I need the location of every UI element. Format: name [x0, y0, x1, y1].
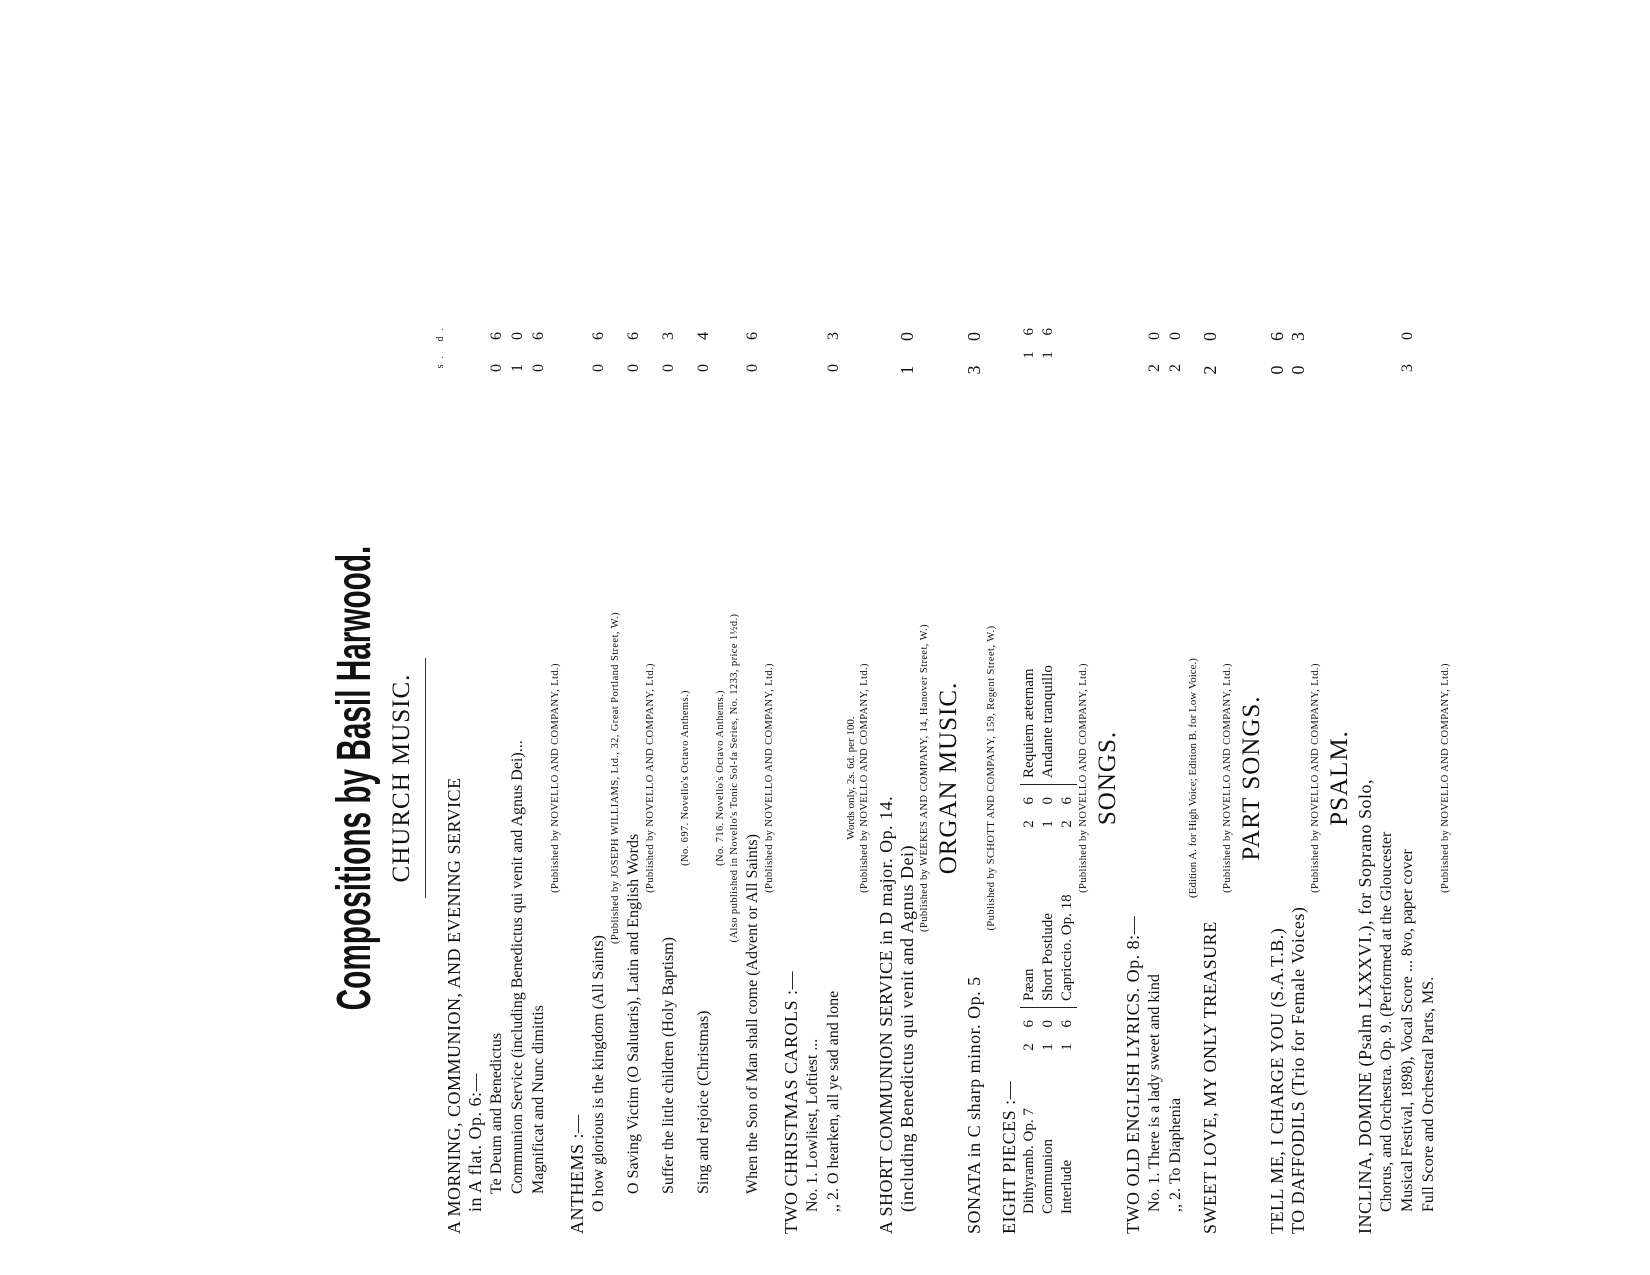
service-subtitle: in A flat. Op. 6:— — [465, 1073, 485, 1212]
publisher-note: (Published by NOVELLO AND COMPANY, Ltd.) — [1440, 663, 1451, 893]
organ-piece: Communion 1 0 — [1040, 1014, 1056, 1214]
part-song-item: TELL ME, I CHARGE YOU (S.A.T.B.) 0 6 — [1267, 322, 1287, 1234]
service-item: Communion Service (including Benedictus qui venit and Agnus Dei)... 1 0 — [509, 322, 526, 1194]
organ-piece: Andante tranquillo 1 6 — [1040, 322, 1056, 778]
catalogue-title: Compositions by Basil Harwood. — [328, 545, 381, 1011]
catalogue-sheet — [325, 292, 1535, 1242]
song-item: No. 1. There is a lady sweet and kind 2 0 — [1146, 322, 1163, 1212]
pieces-title: EIGHT PIECES :— — [999, 1080, 1019, 1234]
service-title: A MORNING, COMMUNION, AND EVENING SERVICE — [444, 777, 464, 1234]
psalm-line: Chorus, and Orchestra. Op. 9. (Performed at the Gloucester — [1378, 831, 1395, 1212]
carols-title: TWO CHRISTMAS CAROLS :— — [781, 970, 801, 1234]
organ-piece: Interlude 1 6 — [1059, 1014, 1075, 1214]
anthem-item: When the Son of Man shall come (Advent or All Saints) 0 6 — [744, 322, 761, 1194]
short-service-subtitle: (including Benedictus qui venit and Agnus Dei) 1 0 — [897, 322, 917, 1212]
price-column-header: s. d. — [435, 322, 446, 369]
carol-item: ,, 2. O hearken, all ye sad and lone 0 3 — [825, 322, 842, 1212]
title-divider — [425, 658, 426, 898]
song-item: ,, 2. To Diaphenia 2 0 — [1167, 322, 1184, 1212]
series-note: (Also published in Novello's Tonic Sol-fa Series, No. 1233, price 1½d.) — [729, 613, 740, 943]
series-note: (No. 697. Novello's Octavo Anthems.) — [680, 690, 691, 866]
lyrics-title: TWO OLD ENGLISH LYRICS. Op. 8:— — [1123, 915, 1143, 1234]
series-note: (No. 716. Novello's Octavo Anthems.) — [715, 690, 726, 866]
song-item: SWEET LOVE, MY ONLY TREASURE 2 0 — [1200, 322, 1220, 1234]
anthem-item: O how glorious is the kingdom (All Saints) 0 6 — [590, 322, 607, 1212]
organ-pieces-grid — [1020, 322, 1077, 1234]
editions-note: (Edition A. for High Voice; Edition B. for Low Voice.) — [1187, 658, 1199, 898]
carols-words-note: Words only, 2s. 6d. per 100. — [845, 716, 857, 840]
anthem-item: Suffer the little children (Holy Baptism) 0 3 — [660, 322, 677, 1194]
anthem-item: O Saving Victim (O Salutaris), Latin and English Words 0 6 — [625, 322, 642, 1194]
anthems-title: ANTHEMS :— — [567, 1114, 587, 1234]
carol-item: No. 1. Lowliest, Loftiest ... — [804, 1038, 821, 1212]
publisher-note: (Published by JOSEPH WILLIAMS, Ltd., 32, Great Portland Street, W.) — [610, 612, 621, 944]
publisher-note: (Published by NOVELLO AND COMPANY, Ltd.) — [550, 663, 561, 893]
section-organ-music: ORGAN MUSIC. — [935, 681, 962, 875]
publisher-note: (Published by NOVELLO AND COMPANY, Ltd.) — [859, 663, 870, 893]
publisher-note: (Published by NOVELLO AND COMPANY, Ltd.) — [1222, 663, 1233, 893]
short-service-title: A SHORT COMMUNION SERVICE in D major. Op. 14. — [876, 795, 896, 1234]
organ-piece: Dithyramb. Op. 7 2 6 — [1021, 1014, 1037, 1214]
psalm-line: Musical Festival, 1898), Vocal Score ... 8vo, paper cover 3 0 — [1399, 322, 1416, 1212]
organ-piece: Pæan 2 6 — [1021, 791, 1037, 1001]
organ-piece: Capriccio. Op. 18 2 6 — [1059, 791, 1075, 1001]
part-song-item: TO DAFFODILS (Trio for Female Voices) 0 3 — [1288, 322, 1308, 1234]
psalm-line: INCLINA, DOMINE (Psalm LXXXVI.), for Soprano Solo, — [1355, 779, 1375, 1234]
section-psalm: PSALM. — [1326, 730, 1353, 826]
organ-piece: Requiem æternam 1 6 — [1021, 322, 1037, 778]
organ-piece: Short Postlude 1 0 — [1040, 791, 1056, 1001]
section-part-songs: PART SONGS. — [1238, 695, 1265, 861]
service-item: Te Deum and Benedictus 0 6 — [488, 322, 505, 1194]
section-church-music: CHURCH MUSIC. — [388, 673, 415, 883]
anthem-item: Sing and rejoice (Christmas) 0 4 — [695, 322, 712, 1194]
publisher-note: (Published by NOVELLO AND COMPANY, Ltd.) — [645, 663, 656, 893]
publisher-note: (Published by NOVELLO AND COMPANY, Ltd.) — [1078, 663, 1089, 893]
publisher-note: (Published by NOVELLO AND COMPANY, Ltd.) — [1310, 663, 1321, 893]
section-songs: SONGS. — [1094, 730, 1121, 826]
psalm-line: Full Score and Orchestral Parts, MS. — [1420, 976, 1437, 1212]
sonata-item: SONATA in C sharp minor. Op. 5 3 0 — [964, 322, 984, 1234]
publisher-note: (Published by WEEKES AND COMPANY, 14, Hanover Street, W.) — [919, 624, 930, 932]
publisher-note: (Published by NOVELLO AND COMPANY, Ltd.) — [764, 663, 775, 893]
publisher-note: (Published by SCHOTT AND COMPANY, 159, Regent Street, W.) — [986, 625, 997, 931]
service-item: Magnificat and Nunc dimittis 0 6 — [530, 322, 547, 1194]
